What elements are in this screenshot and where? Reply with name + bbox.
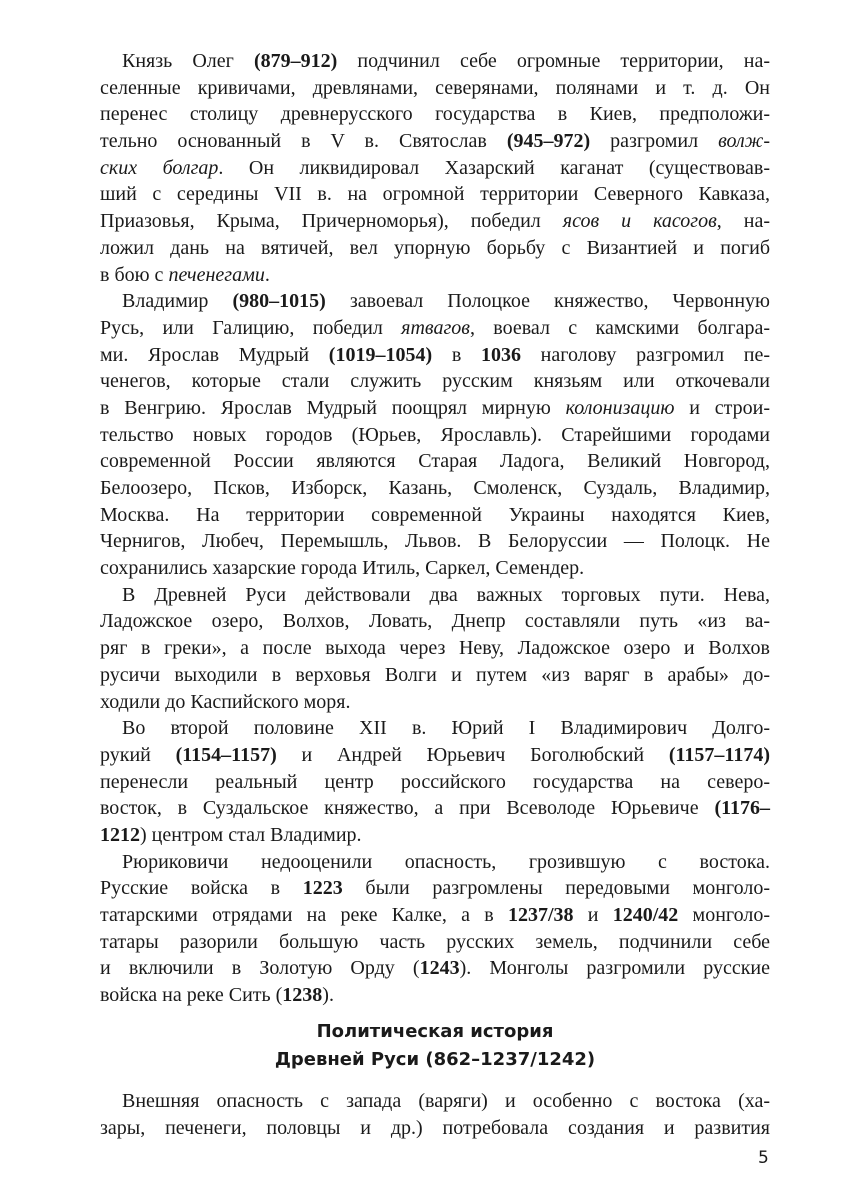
text-run: Русские войска в xyxy=(100,877,303,900)
bold-text: 1238 xyxy=(282,984,323,1007)
text-run: ряг в греки», а после выхода через Неву, Ладожское озеро и Волхов xyxy=(100,637,770,660)
bold-text: 1240/42 xyxy=(612,904,679,926)
text-line xyxy=(100,368,770,395)
bold-text: (945–972) xyxy=(506,130,591,153)
text-run: войска на реке Сить ( xyxy=(100,984,283,1007)
text-run: Приазовья, Крыма, Причерноморья), победил xyxy=(100,210,563,233)
text-line xyxy=(100,982,770,1009)
text-run: тельство новых городов (Юрьев, Ярославль). Старейшими городами xyxy=(100,423,770,446)
text-line xyxy=(100,742,770,769)
text-run: перенес столицу древнерусского государства в Киев, предположи- xyxy=(100,103,770,126)
text-line xyxy=(100,715,770,742)
text-run: перенесли реальный центр российского государства на северо- xyxy=(100,770,770,793)
text-run: рукий xyxy=(100,743,176,766)
text-run: ) центром стал Владимир. xyxy=(140,823,362,846)
text-run: . xyxy=(264,263,270,286)
text-run: , воевал с камскими болгара- xyxy=(469,316,770,339)
text-line xyxy=(100,75,770,102)
text-line xyxy=(100,955,770,982)
text-line xyxy=(100,929,770,956)
bold-text: (1019–1054) xyxy=(328,343,433,366)
text-run: татарскими отрядами на реке Калке, а в xyxy=(100,904,508,926)
bold-text: (980–1015) xyxy=(232,290,326,313)
text-run: селенные кривичами, древлянами, северянами, полянами и т. д. Он xyxy=(100,76,770,99)
italic-text: волж- xyxy=(718,130,770,153)
paragraph xyxy=(100,1088,770,1141)
italic-text: ятвагов xyxy=(401,316,470,339)
bold-text: 1212 xyxy=(100,823,140,846)
text-line xyxy=(100,769,770,796)
text-run: в xyxy=(432,343,481,366)
text-line xyxy=(100,528,770,555)
text-run: Рюриковичи недооценили опасность, грозившую с востока. xyxy=(122,850,770,873)
bold-text: 1243 xyxy=(419,957,460,980)
text-run: наголову разгромил пе- xyxy=(520,343,770,366)
text-run: Ладожское озеро, Волхов, Ловать, Днепр составляли путь «из ва- xyxy=(100,610,770,633)
text-run: ). xyxy=(322,984,334,1007)
text-line xyxy=(100,502,770,529)
text-run: и строи- xyxy=(674,396,770,419)
bold-text: (1176– xyxy=(714,797,770,820)
text-run: ). Монголы разгромили русские xyxy=(459,957,770,980)
bold-text: 1237/38 xyxy=(507,904,574,926)
text-line xyxy=(100,1088,770,1115)
text-line xyxy=(100,448,770,475)
text-run: Внешняя опасность с запада (варяги) и особенно с востока (ха- xyxy=(122,1090,770,1112)
bold-text: 1223 xyxy=(302,877,343,900)
text-run: были разгромлены передовыми монголо- xyxy=(342,877,770,900)
text-line xyxy=(100,795,770,822)
paragraph xyxy=(100,582,770,715)
bold-text: (879–912) xyxy=(253,50,338,72)
text-run: тельно основанный в V в. Святослав xyxy=(100,130,507,153)
text-run: Владимир xyxy=(122,290,233,313)
text-line xyxy=(100,475,770,502)
text-run: восток, в Суздальское княжество, а при Всеволоде Юрьевиче xyxy=(100,797,715,820)
section-heading xyxy=(100,1018,770,1074)
text-run: в Венгрию. Ярослав Мудрый поощрял мирную xyxy=(100,396,566,419)
paragraph xyxy=(100,48,770,288)
text-line xyxy=(100,235,770,262)
text-line xyxy=(100,155,770,182)
text-run: ложил дань на вятичей, вел упорную борьбу с Византией и погиб xyxy=(100,236,770,259)
text-run: ченегов, которые стали служить русским князьям или откочевали xyxy=(100,370,770,393)
text-run: сохранились хазарские города Итиль, Саркел, Семендер. xyxy=(100,557,585,580)
text-line xyxy=(100,181,770,208)
text-run: и xyxy=(573,904,613,926)
text-line xyxy=(100,342,770,369)
text-line xyxy=(100,1115,770,1142)
text-line xyxy=(100,262,770,289)
text-line xyxy=(100,875,770,902)
text-line xyxy=(100,395,770,422)
text-run: Князь Олег xyxy=(122,50,254,72)
text-run: и Андрей Юрьевич Боголюбский xyxy=(276,743,669,766)
text-run: Во второй половине XII в. Юрий I Владимирович Долго- xyxy=(122,717,770,740)
text-run: татары разорили большую часть русских земель, подчинили себе xyxy=(100,930,770,953)
text-run: современной России являются Старая Ладога, Великий Новгород, xyxy=(100,450,770,473)
text-run: завоевал Полоцкое княжество, Червонную xyxy=(325,290,771,313)
text-run: . Он ликвидировал Хазарский каганат (существовав- xyxy=(218,156,770,179)
text-line xyxy=(100,101,770,128)
text-run: зары, печенеги, половцы и др.) потребовала создания и развития xyxy=(100,1116,770,1139)
text-line xyxy=(100,315,770,342)
text-line xyxy=(100,582,770,609)
text-run: русичи выходили в верховья Волги и путем «из варяг в арабы» до- xyxy=(100,663,770,686)
text-line xyxy=(100,822,770,849)
text-line xyxy=(100,902,770,929)
bold-text: 1036 xyxy=(480,343,521,366)
body-text-top xyxy=(100,48,770,1009)
text-line xyxy=(100,608,770,635)
italic-text: печенегами xyxy=(168,263,265,286)
text-line xyxy=(100,208,770,235)
text-run: , на- xyxy=(716,210,771,233)
paragraph xyxy=(100,849,770,1009)
italic-text: ясов и касогов xyxy=(562,210,717,233)
text-line xyxy=(100,635,770,662)
text-line xyxy=(100,48,770,75)
text-run: Белоозеро, Псков, Изборск, Казань, Смоленск, Суздаль, Владимир, xyxy=(100,477,770,499)
text-line xyxy=(100,689,770,716)
text-run: в бою с xyxy=(100,263,169,286)
text-run: и включили в Золотую Орду ( xyxy=(100,957,420,980)
text-run: ходили до Каспийского моря. xyxy=(100,690,351,713)
text-run: монголо- xyxy=(678,904,770,926)
paragraph xyxy=(100,288,770,582)
text-run: разгромил xyxy=(590,130,719,153)
text-line xyxy=(100,849,770,876)
heading-line-2: Древней Руси (862–1237/1242) xyxy=(274,1049,596,1070)
page-number: 5 xyxy=(758,1148,769,1168)
text-line xyxy=(100,555,770,582)
text-run: Русь, или Галицию, победил xyxy=(100,316,402,339)
text-run: Москва. На территории современной Украины находятся Киев, xyxy=(100,503,770,526)
text-line xyxy=(100,128,770,155)
text-run: подчинил себе огромные территории, на- xyxy=(337,50,770,72)
text-run: Чернигов, Любеч, Перемышль, Львов. В Белоруссии — Полоцк. Не xyxy=(100,530,770,553)
heading-line-1: Политическая история xyxy=(316,1021,554,1042)
bold-text: (1157–1174) xyxy=(668,743,770,766)
text-run: В Древней Руси действовали два важных торговых пути. Нева, xyxy=(122,583,770,606)
italic-text: ских болгар xyxy=(100,156,219,179)
text-line xyxy=(100,288,770,315)
paragraph xyxy=(100,715,770,848)
italic-text: колонизацию xyxy=(565,396,675,419)
bold-text: (1154–1157) xyxy=(175,743,277,766)
text-run: ми. Ярослав Мудрый xyxy=(100,343,329,366)
text-run: ший с середины VII в. на огромной территории Северного Кавказа, xyxy=(100,183,770,206)
body-text-bottom xyxy=(100,1088,770,1141)
text-line xyxy=(100,662,770,689)
text-line xyxy=(100,422,770,449)
